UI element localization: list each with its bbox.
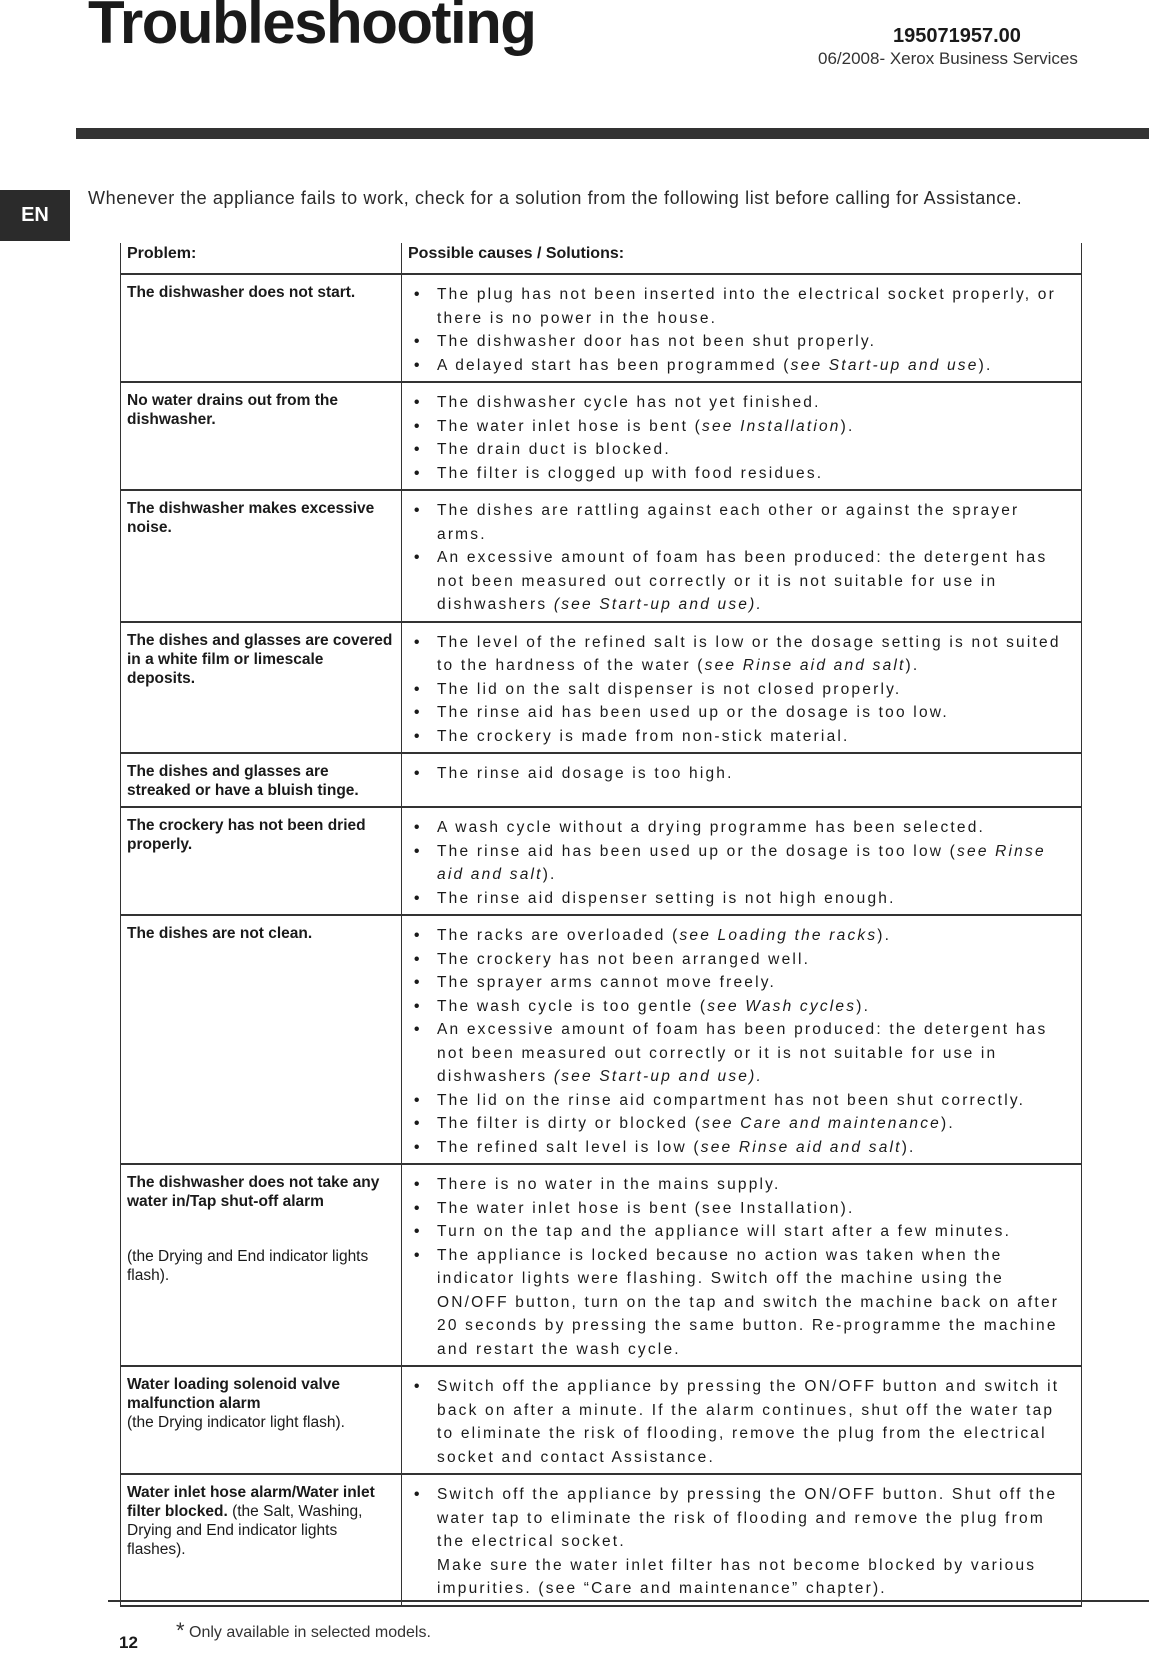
solutions-cell: [402, 490, 1082, 622]
footer-divider: [108, 1600, 1149, 1602]
problem-cell: [121, 1474, 402, 1606]
solutions-cell: [402, 1474, 1082, 1606]
solution-text: The refined salt level is low (: [437, 1138, 701, 1156]
footnote: [176, 1618, 431, 1643]
solution-text: The rinse aid dispenser setting is not high enough.: [437, 889, 896, 907]
problem-title: No water drains out from the dishwasher.: [127, 392, 338, 428]
problem-title: Water loading solenoid valve malfunction alarm: [127, 1376, 341, 1412]
solutions-list: [414, 762, 1075, 786]
solutions-cell: [402, 274, 1082, 382]
solution-item: [414, 415, 1075, 439]
page-title: Troubleshooting: [88, 0, 536, 56]
solutions-list: [414, 924, 1075, 1159]
solution-item: [414, 1197, 1075, 1221]
problem-cell: [121, 807, 402, 915]
problem-title: Water inlet hose alarm/Water inlet filter blocked.: [127, 1484, 375, 1520]
solution-item: [414, 762, 1075, 786]
table-row: [121, 915, 1082, 1164]
cross-reference: (see Start-up and use).: [553, 596, 763, 613]
solutions-cell: [402, 1164, 1082, 1366]
solution-item: [414, 546, 1075, 617]
solution-text: The filter is clogged up with food residues.: [437, 464, 824, 482]
problem-title: The crockery has not been dried properly.: [127, 817, 366, 853]
solutions-cell: [402, 622, 1082, 754]
cross-reference: see Rinse aid and salt: [437, 842, 1046, 883]
solution-item: [414, 725, 1075, 749]
table-row: [121, 753, 1082, 807]
solution-text: A wash cycle without a drying programme has been selected.: [437, 819, 986, 836]
solution-item: [414, 283, 1075, 330]
table-row: [121, 1474, 1082, 1606]
solution-text: A delayed start has been programmed (: [437, 356, 791, 374]
solution-text: Make sure the water inlet filter has not become blocked by various impurities. (see “Care and maintenance” chapter).: [437, 1556, 1037, 1597]
solutions-list: [414, 1483, 1075, 1601]
solution-text: The crockery is made from non-stick material.: [437, 727, 850, 745]
table-row: [121, 274, 1082, 382]
solution-text: An excessive amount of foam has been produced: the detergent has not been measured out correctly or it is not suitable for use in dishwashers: [437, 549, 1048, 613]
solution-item: [414, 1173, 1075, 1197]
problem-cell: [121, 915, 402, 1164]
solution-item: [414, 462, 1075, 486]
document-number: 195071957.00: [893, 25, 1021, 47]
solutions-cell: [402, 382, 1082, 490]
solutions-list: [414, 391, 1075, 485]
problem-title: The dishwasher does not start.: [127, 284, 356, 301]
solution-text: The dishwasher cycle has not yet finished.: [437, 394, 821, 411]
problem-note: (the Salt, Washing, Drying and End indicator lights flashes).: [127, 1503, 363, 1558]
solution-text: The drain duct is blocked.: [437, 441, 671, 458]
footnote-asterisk: *: [176, 1618, 185, 1643]
header-divider-bar: [76, 128, 1149, 139]
solution-item: [414, 1112, 1075, 1136]
solution-item: [414, 948, 1075, 972]
solution-item: [414, 1244, 1075, 1362]
solution-item: [414, 391, 1075, 415]
solution-text: There is no water in the mains supply.: [437, 1176, 781, 1193]
intro-paragraph: Whenever the appliance fails to work, check for a solution from the following list before calling for Assistance.: [88, 188, 1023, 208]
solution-item: [414, 1554, 1075, 1601]
table-body: [121, 274, 1082, 1606]
solution-text: An excessive amount of foam has been produced: the detergent has not been measured out correctly or it is not suitable for use in dishwashers: [437, 1021, 1048, 1085]
problem-cell: [121, 1164, 402, 1366]
solution-item: [414, 1136, 1075, 1160]
cross-reference: see Wash cycles: [707, 997, 857, 1015]
troubleshooting-table: [120, 243, 1082, 1607]
column-header-problem: Problem:: [121, 243, 402, 274]
solution-item: [414, 499, 1075, 546]
solutions-list: [414, 1173, 1075, 1361]
language-tab: EN: [0, 190, 70, 241]
solution-text-end: ).: [941, 1115, 955, 1132]
solution-item: [414, 701, 1075, 725]
solution-text: The sprayer arms cannot move freely.: [437, 974, 777, 991]
solution-text: Switch off the appliance by pressing the ON/OFF button. Shut off the water tap to eliminate the risk of flooding and remove the plug from the electrical socket.: [437, 1486, 1058, 1550]
problem-cell: [121, 622, 402, 754]
solutions-cell: [402, 915, 1082, 1164]
table-row: [121, 622, 1082, 754]
problem-title: The dishwasher makes excessive noise.: [127, 500, 375, 536]
solution-text-end: ).: [901, 1138, 916, 1156]
table-header-row: [121, 243, 1082, 274]
solution-text: The filter is dirty or blocked (: [437, 1115, 703, 1132]
page-number: 12: [119, 1633, 138, 1652]
solution-text: The lid on the salt dispenser is not closed properly.: [437, 680, 902, 698]
solution-item: [414, 1483, 1075, 1554]
solution-text: The rinse aid dosage is too high.: [437, 765, 734, 782]
cross-reference: see Care and maintenance: [702, 1115, 941, 1132]
solution-item: [414, 1089, 1075, 1113]
solution-item: [414, 995, 1075, 1019]
solution-text: Switch off the appliance by pressing the ON/OFF button and switch it back on after a minute. If the alarm continues, shut off the water tap to eliminate the risk of flooding, remove the plug from the electrical socket and contact Assistance.: [437, 1378, 1060, 1466]
cross-reference: see Loading the racks: [679, 927, 878, 944]
solutions-cell: [402, 807, 1082, 915]
problem-cell: [121, 274, 402, 382]
solution-text: Turn on the tap and the appliance will start after a few minutes.: [437, 1223, 1012, 1240]
solution-item: [414, 330, 1075, 354]
column-header-solutions: Possible causes / Solutions:: [402, 243, 1082, 274]
footnote-text: Only available in selected models.: [189, 1624, 431, 1641]
solution-item: [414, 678, 1075, 702]
problem-note: (the Drying and End indicator lights flash).: [127, 1248, 369, 1284]
table-row: [121, 1164, 1082, 1366]
solution-text: The dishwasher door has not been shut properly.: [437, 333, 877, 350]
problem-title: The dishes are not clean.: [127, 925, 313, 942]
solution-text: The crockery has not been arranged well.: [437, 950, 811, 968]
solution-item: [414, 631, 1075, 678]
cross-reference: see Rinse aid and salt: [700, 1138, 902, 1156]
solution-text: The wash cycle is too gentle (: [437, 997, 708, 1015]
solution-item: [414, 924, 1075, 948]
solution-item: [414, 354, 1075, 378]
problem-title: The dishes and glasses are streaked or have a bluish tinge.: [127, 763, 359, 799]
cross-reference: see Start-up and use: [790, 356, 979, 374]
solution-text: The water inlet hose is bent (see Installation).: [437, 1199, 855, 1217]
solution-item: [414, 1375, 1075, 1469]
solution-text: The level of the refined salt is low or the dosage setting is not suited to the hardness of the water (: [437, 633, 1061, 674]
cross-reference: (see Start-up and use).: [553, 1068, 763, 1085]
solution-text-end: ).: [542, 866, 557, 883]
solutions-cell: [402, 1366, 1082, 1474]
solution-text-end: ).: [978, 356, 993, 374]
solution-text-end: ).: [905, 657, 920, 674]
problem-title: The dishes and glasses are covered in a white film or limescale deposits.: [127, 631, 393, 687]
problem-cell: [121, 1366, 402, 1474]
solution-text: The racks are overloaded (: [437, 927, 680, 944]
solution-text: The dishes are rattling against each other or against the sprayer arms.: [437, 502, 1020, 543]
solutions-list: [414, 499, 1075, 617]
problem-cell: [121, 753, 402, 807]
table-row: [121, 1366, 1082, 1474]
table-row: [121, 382, 1082, 490]
solution-item: [414, 971, 1075, 995]
problem-title: The dishwasher does not take any water in/Tap shut-off alarm: [127, 1174, 380, 1210]
solution-text: The plug has not been inserted into the electrical socket properly, or there is no power in the house.: [437, 286, 1056, 327]
solution-text-end: ).: [877, 927, 892, 944]
solution-item: [414, 816, 1075, 840]
solution-text: The rinse aid has been used up or the dosage is too low (: [437, 842, 958, 860]
problem-cell: [121, 382, 402, 490]
solution-text: The appliance is locked because no action was taken when the indicator lights were flashing. Switch off the machine using the ON/OFF button, turn on the tap and switch the machine back on after 20 seconds by pressing the same button. Re-programme the machine and restart the wash cycle.: [437, 1246, 1060, 1358]
table-row: [121, 807, 1082, 915]
solutions-list: [414, 631, 1075, 749]
problem-note: (the Drying indicator light flash).: [127, 1414, 345, 1431]
document-date-publisher: 06/2008- Xerox Business Services: [818, 49, 1078, 68]
solutions-list: [414, 1375, 1075, 1469]
cross-reference: see Rinse aid and salt: [704, 657, 906, 674]
solution-text: The lid on the rinse aid compartment has not been shut correctly.: [437, 1091, 1026, 1109]
solution-text-end: ).: [856, 997, 871, 1015]
solution-item: [414, 887, 1075, 911]
solution-text: The rinse aid has been used up or the dosage is too low.: [437, 704, 949, 721]
solutions-cell: [402, 753, 1082, 807]
table-row: [121, 490, 1082, 622]
problem-spacer: [127, 1211, 395, 1247]
solutions-list: [414, 816, 1075, 910]
solution-item: [414, 840, 1075, 887]
solution-item: [414, 438, 1075, 462]
solution-text: The water inlet hose is bent (: [437, 417, 703, 435]
cross-reference: see Installation: [702, 417, 841, 435]
solutions-list: [414, 283, 1075, 377]
solution-item: [414, 1220, 1075, 1244]
problem-cell: [121, 490, 402, 622]
solution-item: [414, 1018, 1075, 1089]
solution-text-end: ).: [840, 417, 855, 435]
